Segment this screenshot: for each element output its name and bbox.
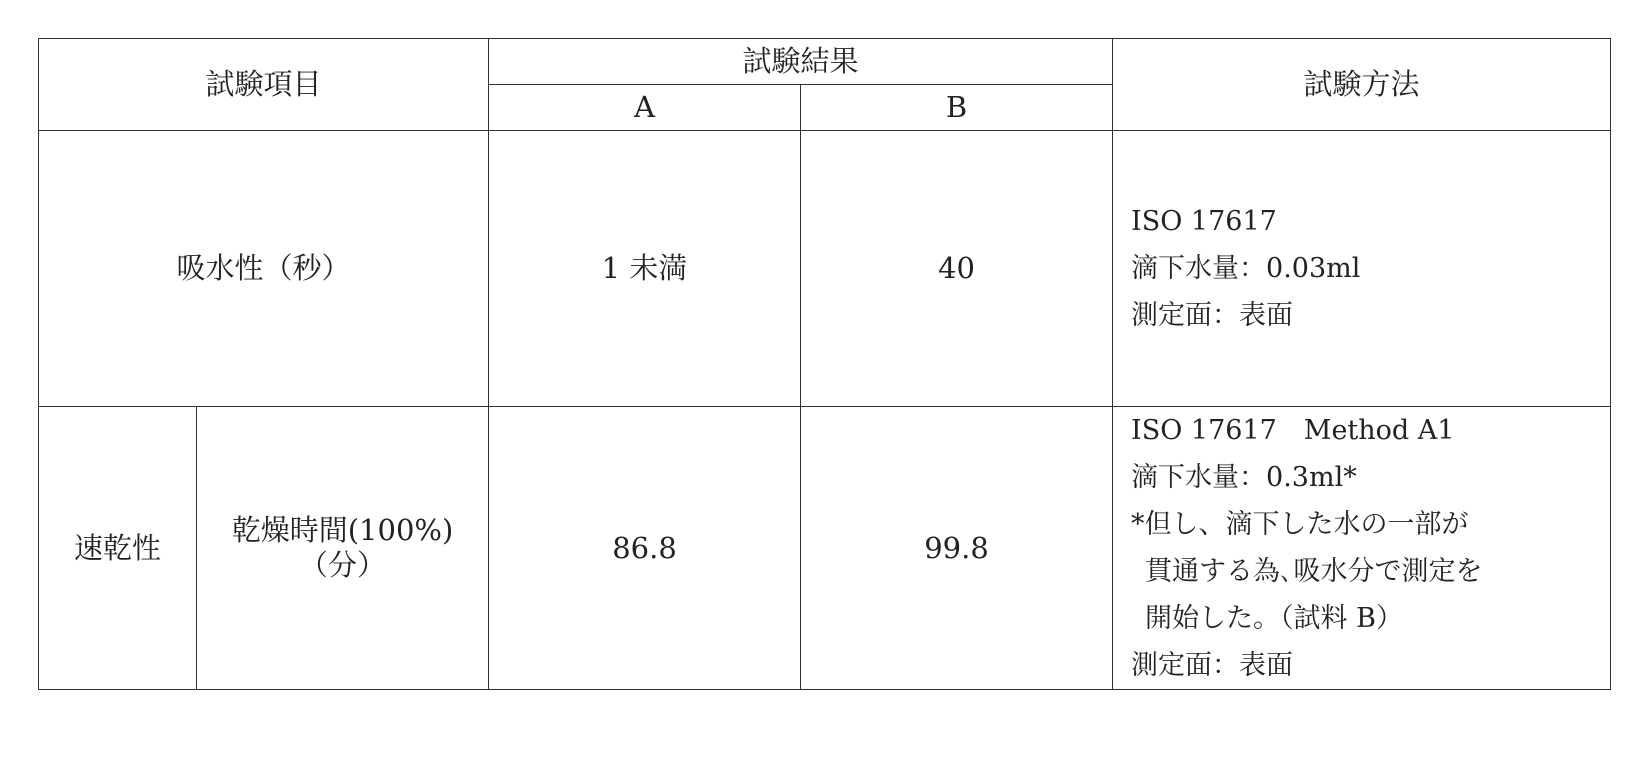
quick-dry-method-line-4: 貫通する為､吸水分で測定を	[1145, 556, 1483, 587]
quick-dry-value-b: 99.8	[801, 407, 1113, 690]
quick-dry-method-line-3: *但し、滴下した水の一部が	[1131, 509, 1469, 540]
header-test-results: 試験結果	[489, 39, 1113, 85]
quick-dry-method-line-2: 滴下水量：0.3ml*	[1131, 462, 1357, 493]
header-test-method: 試験方法	[1113, 39, 1611, 131]
quick-dry-label	[197, 407, 489, 690]
header-test-item: 試験項目	[39, 39, 489, 131]
quick-dry-method	[1113, 407, 1611, 690]
quick-dry-method-line-6: 測定面：表面	[1131, 650, 1294, 681]
quick-dry-method-line-1: ISO 17617 Method A1	[1131, 415, 1455, 446]
quick-dry-group-label: 速乾性	[39, 407, 197, 690]
quick-dry-method-line-5: 開始した。（試料 B）	[1145, 603, 1403, 634]
table-row-quick-dry	[39, 407, 1611, 690]
absorbency-method-line-3: 測定面：表面	[1131, 300, 1294, 331]
header-col-b: B	[801, 85, 1113, 131]
absorbency-method	[1113, 131, 1611, 407]
test-results-table	[38, 38, 1611, 690]
quick-dry-label-line-1: 乾燥時間(100%)	[231, 513, 454, 548]
table-row-absorbency	[39, 131, 1611, 407]
header-col-a: A	[489, 85, 801, 131]
quick-dry-value-a: 86.8	[489, 407, 801, 690]
absorbency-value-a: 1 未満	[489, 131, 801, 407]
absorbency-value-b: 40	[801, 131, 1113, 407]
header-row-1	[39, 39, 1611, 85]
absorbency-method-line-1: ISO 17617	[1131, 206, 1277, 237]
absorbency-label: 吸水性（秒）	[39, 131, 489, 407]
absorbency-method-line-2: 滴下水量：0.03ml	[1131, 253, 1361, 284]
quick-dry-label-line-2: （分）	[299, 548, 387, 582]
